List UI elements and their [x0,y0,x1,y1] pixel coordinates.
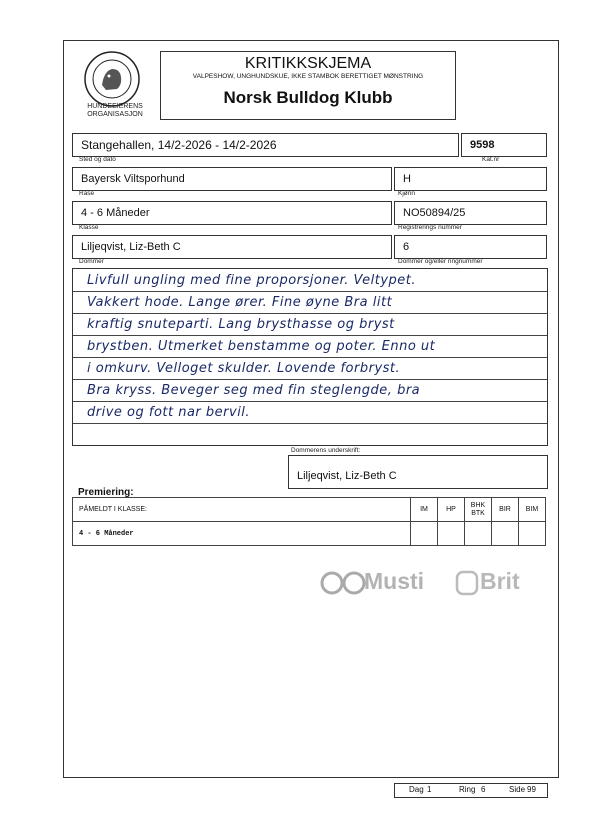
im-cell [411,522,438,546]
musti-logo [320,566,438,600]
footer-box [394,783,548,798]
form-subtitle: VALPESHOW, UNGHUNDSKUE, IKKE STAMBOK BERETTIGET MØNSTRING [192,73,424,80]
club-name: Norsk Bulldog Klubb [223,88,393,107]
reg-nr-label: Registrerings nummer [398,224,462,231]
class-value: 4 - 6 Måneder [81,207,150,219]
col-bim: BIM [519,498,546,522]
critique-line: drive og fott nar bervil. [87,405,251,420]
form-title: KRITIKKSKJEMA [244,55,372,72]
side-label: Side [509,785,526,794]
col-bhk-btk: BHK BTK [465,498,492,522]
critique-line: i omkurv. Velloget skulder. Lovende forbryst. [87,361,401,376]
org-caption-line2: ORGANISASJON [87,111,143,118]
org-caption-line1: HUNDEEIERENS [87,103,143,110]
sex-value: H [403,173,411,185]
dag-value: 1 [427,785,432,794]
bir-cell [492,522,519,546]
signature-label: Dommerens underskrift: [291,447,361,454]
cat-nr-label: Kat.nr [482,156,500,163]
musti-logo-text: Musti [364,568,425,594]
dag-label: Dag [409,785,424,794]
registered-class-value: 4 - 6 Måneder [73,522,411,546]
breed-label: Rase [79,190,95,197]
brit-logo-text: Brit [480,568,520,594]
critique-area [72,268,548,446]
sex-field [394,167,547,191]
sex-label: Kjønn [398,190,415,197]
signature-field [288,455,548,489]
critique-line: Vakkert hode. Lange ører. Fine øyne Bra litt [87,295,393,310]
nkk-logo [84,51,140,107]
critique-line: Bra kryss. Beveger seg med fin steglengde, bra [87,383,421,398]
class-field [72,201,392,225]
registered-class-header: PÅMELDT I KLASSE: [73,498,411,522]
hp-cell [438,522,465,546]
place-date-value: Stangehallen, 14/2-2026 - 14/2-2026 [81,138,277,152]
class-label: Klasse [79,224,99,231]
ring-field [394,235,547,259]
breed-value: Bayersk Viltsporhund [81,173,185,185]
place-date-field [72,133,459,157]
place-date-label: Sted og dato [79,156,116,163]
judge-value: Liljeqvist, Liz-Beth C [81,241,181,253]
reg-nr-value: NO50894/25 [403,207,466,219]
ring-label-footer: Ring [459,785,476,794]
premiering-table [72,497,546,546]
side-value: 99 [527,785,536,794]
col-im: IM [411,498,438,522]
col-bir: BIR [492,498,519,522]
critique-line: Livfull ungling med fine proporsjoner. Veltypet. [87,273,417,288]
premiering-title: Premiering: [78,487,134,498]
brit-logo [454,566,554,600]
org-caption [84,103,146,119]
judge-field [72,235,392,259]
breed-field [72,167,392,191]
cat-nr-value: 9598 [470,139,495,151]
bim-cell [519,522,546,546]
critique-line: brystben. Utmerket benstamme og poter. Enno ut [87,339,436,354]
reg-nr-field [394,201,547,225]
critique-line: kraftig snuteparti. Lang brysthasse og bryst [87,317,395,332]
cat-nr-field [461,133,547,157]
ring-value: 6 [403,241,410,253]
signature-value: Liljeqvist, Liz-Beth C [297,470,397,482]
col-hp: HP [438,498,465,522]
bhk-cell [465,522,492,546]
ring-value-footer: 6 [481,785,486,794]
header-box [160,51,456,120]
ring-label: Dommer og/eller ringnummer [398,258,483,265]
judge-label: Dommer [79,258,104,265]
